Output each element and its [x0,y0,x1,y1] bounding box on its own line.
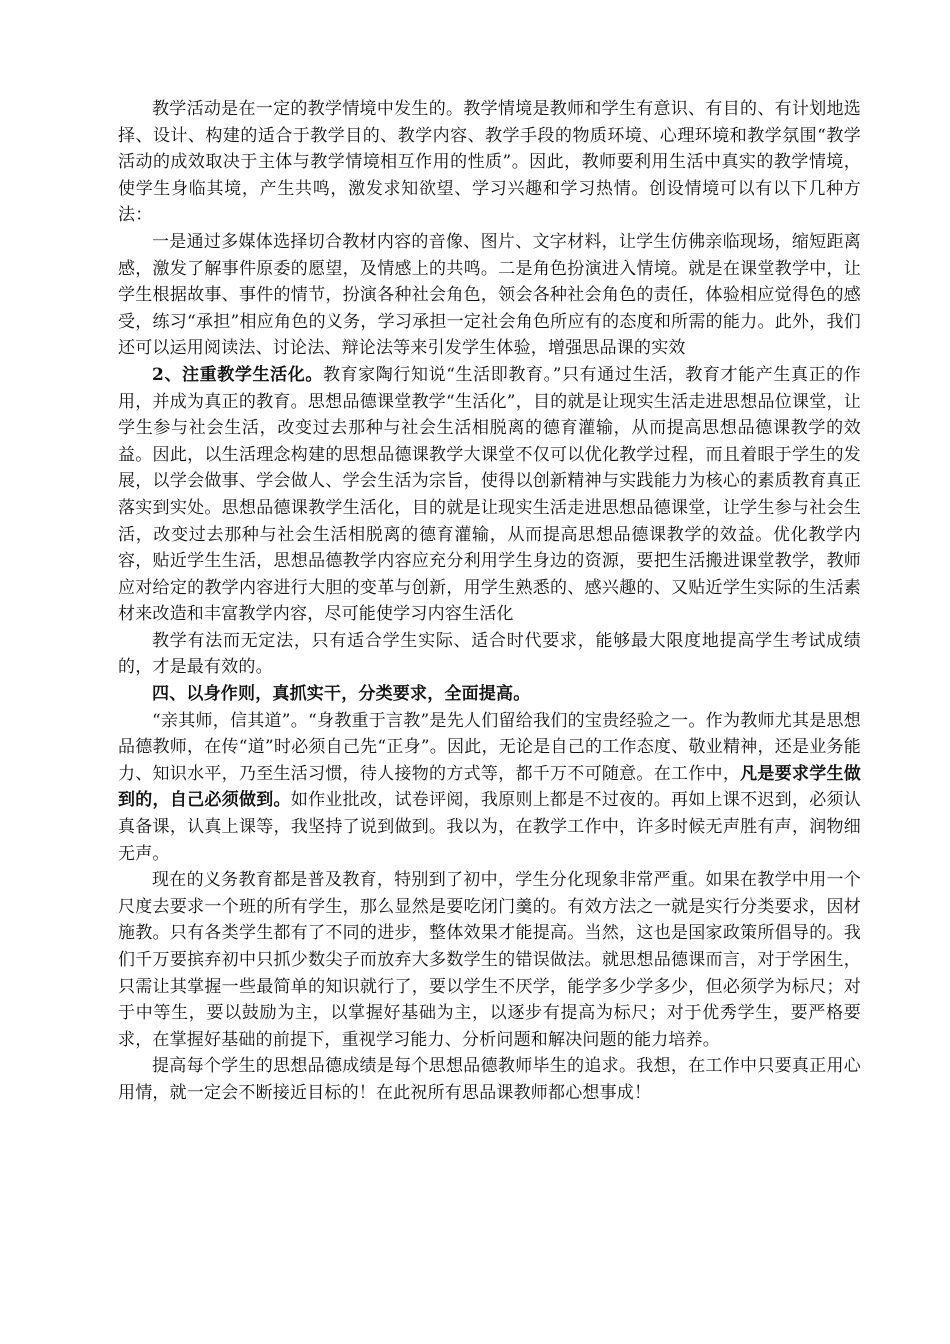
document-page [118,96,861,1107]
paragraph-closing: 提高每个学生的思想品德成绩是每个思想品德教师毕生的追求。我想，在工作中只要真正用心用情，就一定会不断接近目标的！在此祝所有思品课教师都心想事成！ [118,1056,861,1103]
paragraph-body: 教育家陶行知说“生活即教育。”只有通过生活，教育才能产生真正的作用，并成为真正的教育。思想品德课堂教学“生活化”，目的就是让现实生活走进思想品位课堂，让学生参与社会生活，改变过去那种与社会生活相脱离的德育灌输，从而提高思想品德课教学的效益。因此，以生活理念构建的思想品德课教学大课堂不仅可以优化教学过程，而且着眼于学生的发展，以学会做事、学会做人、学会生活为宗旨，使得以创新精神与实践能力为核心的素质教育真正落实到实处。思想品德课教学生活化，目的就是让现实生活走进思想品德课堂，让学生参与社会生活，改变过去那种与社会生活相脱离的德育灌输，从而提高思想品德课教学的效益。优化教学内容，贴近学生生活，思想品德教学内容应充分利用学生身边的资源，要把生活搬进课堂教学，教师应对给定的教学内容进行大胆的变革与创新，用学生熟悉的、感兴趣的、又贴近学生实际的生活素材来改造和丰富教学内容，尽可能使学习内容生活化 [118,364,861,625]
paragraph-text-after: 如作业批改，试卷评阅，我原则上都是不过夜的。再如上课不迟到，必须认真备课，认真上课等，我坚持了说到做到。我以为，在教学工作中，许多时候无声胜有声，润物细无声。 [118,790,861,864]
paragraph-life-oriented-teaching [118,362,861,628]
paragraph-teaching-context: 教学活动是在一定的教学情境中发生的。教学情境是教师和学生有意识、有目的、有计划地选择、设计、构建的适合于教学目的、教学内容、教学手段的物质环境、心理环境和教学氛围“教学活动的成效取决于主体与教学情境相互作用的性质”。因此，教师要利用生活中真实的教学情境，使学生身临其境，产生共鸣，激发求知欲望、学习兴趣和学习热情。创设情境可以有以下几种方法： [118,99,861,226]
section-heading-four: 四、以身作则，真抓实干，分类要求，全面提高。 [152,684,531,705]
paragraph-lead-by-example [118,708,861,868]
paragraph-situation-methods: 一是通过多媒体选择切合教材内容的音像、图片、文字材料，让学生仿佛亲临现场，缩短距离感，激发了解事件原委的愿望，及情感上的共鸣。二是角色扮演进入情境。就是在课堂教学中，让学生根据故事、事件的情节，扮演各种社会角色，领会各种社会角色的责任，体验相应觉得色的感受，练习“承担”相应角色的义务，学习承担一定社会角色所应有的态度和所需的能力。此外，我们还可以运用阅读法、讨论法、辩论法等来引发学生体验，增强思品课的实效 [118,231,861,359]
section-lead-bold: 2、注重教学生活化。 [152,364,323,385]
paragraph-bold-emphasis: 凡是要求学生做到的，自己必须做到。 [118,763,861,811]
paragraph-tiered-requirements: 现在的义务教育都是普及教育，特别到了初中，学生分化现象非常严重。如果在教学中用一个尺度去要求一个班的所有学生，那么显然是要吃闭门羹的。有效方法之一就是实行分类要求，因材施教。只有各类学生都有了不同的进步，整体效果才能提高。当然，这也是国家政策所倡导的。我们千万要摈弃初中只抓少数尖子而放弃大多数学生的错误做法。就思想品德课而言，对于学困生，只需让其掌握一些最简单的知识就行了，要以学生不厌学，能学多少学多少，但必须学为标尺；对于中等生，要以鼓励为主，以掌握好基础为主，以逐步有提高为标尺；对于优秀学生，要严格要求，在掌握好基础的前提下，重视学习能力、分析问题和解决问题的能力培养。 [118,870,861,1050]
paragraph-text-before: “亲其师，信其道”。“身教重于言教”是先人们留给我们的宝贵经验之一。作为教师尤其是思想品德教师，在传“道”时必须自己先“正身”。因此，无论是自己的工作态度、敬业精神，还是业务能力、知识水平，乃至生活习惯，待人接物的方式等，都千万不可随意。在工作中， [118,710,861,784]
paragraph-teaching-method: 教学有法而无定法，只有适合学生实际、适合时代要求，能够最大限度地提高学生考试成绩的，才是最有效的。 [118,630,861,678]
